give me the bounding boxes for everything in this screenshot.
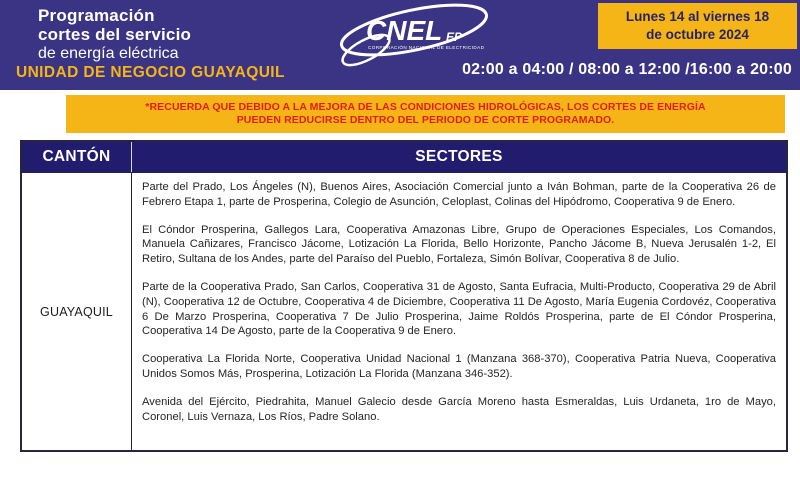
notice-line-2: PUEDEN REDUCIRSE DENTRO DEL PERIODO DE CORTE PROGRAMADO. — [236, 114, 615, 126]
date-range-badge — [598, 3, 797, 49]
sectors-cell — [132, 173, 786, 450]
date-range-line-1: Lunes 14 al viernes 18 — [625, 9, 770, 24]
logo-text: CNEL — [366, 15, 443, 46]
column-header-canton: CANTÓN — [22, 142, 132, 172]
title-line-2: cortes del servicio — [38, 25, 192, 44]
business-unit-label: UNIDAD DE NEGOCIO GUAYAQUIL — [16, 64, 285, 81]
sector-paragraph: Parte del Prado, Los Ángeles (N), Buenos Aires, Asociación Comercial junto a Iván Bohman, parte de la Cooperativa 26 de Febrero Etapa 1, parte de Prosperina, Colegio de Asunción, Celoplast, Colinas del Hipódromo, Cooperativa 9 de Enero. — [142, 181, 776, 208]
date-range-line-2: de octubre 2024 — [646, 27, 749, 42]
table-header-row — [22, 142, 786, 172]
schedule-times: 02:00 a 04:00 / 08:00 a 12:00 /16:00 a 20:00 — [462, 61, 792, 78]
canton-cell: GUAYAQUIL — [22, 173, 132, 450]
sector-paragraph: El Cóndor Prosperina, Gallegos Lara, Cooperativa Amazonas Libre, Grupo de Operaciones Especiales, Los Comandos, Manuela Cañizares, Francisco Jácome, Lotización La Florida, Bello Horizonte, Pancho Jácome B, Nueva Jerusalén 1-2, El Retiro, Sultana de los Andes, parte del Paraíso del Pueblo, Fortaleza, Simón Bolívar, Cooperativa 8 de Julio. — [142, 223, 776, 266]
page-title — [38, 6, 191, 63]
cnel-logo — [322, 3, 517, 69]
sector-paragraph: Avenida del Ejército, Piedrahita, Manuel Galecio desde García Moreno hasta Esmeraldas, Luis Urdaneta, 1ro de Mayo, Coronel, Luis Vernaza, Los Ríos, Padre Solano. — [142, 395, 776, 423]
title-line-1: Programación — [38, 6, 155, 25]
header-band — [0, 0, 800, 90]
sector-paragraph: Parte de la Cooperativa Prado, San Carlos, Cooperativa 31 de Agosto, Santa Eufracia, Multi-Producto, Cooperativa 29 de Abril (N), Cooperativa 12 de Octubre, Cooperativa 4 de Diciembre, Cooperativa 11 De Agosto, María Eugenia Cordovéz, Cooperativa 6 De Marzo Prosperina, Cooperativa 7 De Julio Prosperina, Jaime Roldós Prosperina, parte de El Cóndor Prosperina, Cooperativa 14 De Agosto, parte de la Cooperativa 9 de Enero. — [142, 280, 776, 338]
logo-subtitle: CORPORACIÓN NACIONAL DE ELECTRICIDAD — [368, 45, 485, 50]
table-row — [22, 172, 786, 450]
column-header-sectores: SECTORES — [415, 148, 503, 165]
schedule-table — [20, 140, 788, 452]
logo-suffix: EP — [446, 30, 463, 44]
sector-paragraph: Cooperativa La Florida Norte, Cooperativa Unidad Nacional 1 (Manzana 368-370), Cooperativa Patria Nueva, Cooperativa Unidos Somos Más, Prosperina, Lotización La Florida (Manzana 346-352). — [142, 353, 776, 380]
title-line-3: de energía eléctrica — [38, 45, 179, 62]
notice-line-1: *RECUERDA QUE DEBIDO A LA MEJORA DE LAS CONDICIONES HIDROLÓGICAS, LOS CORTES DE ENERGÍA — [145, 100, 706, 113]
cnel-logo-graphic — [322, 3, 517, 69]
notice-banner — [66, 95, 785, 133]
